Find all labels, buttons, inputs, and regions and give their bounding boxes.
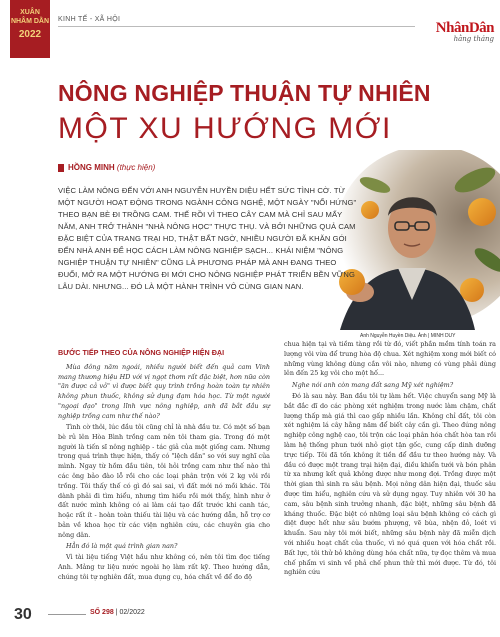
section-label: KINH TẾ - XÃ HỘI bbox=[58, 16, 121, 23]
interview-question: Nghe nói anh còn mang đất sang Mỹ xét nghiệm? bbox=[292, 380, 454, 389]
top-divider bbox=[58, 26, 415, 27]
body-column-right bbox=[284, 340, 496, 580]
section-subhead: BƯỚC TIẾP THEO CỦA NÔNG NGHIỆP HIỆN ĐẠI bbox=[58, 348, 225, 357]
issue-number: SỐ 298 bbox=[90, 609, 114, 616]
logo-wordmark: NhânDân bbox=[435, 20, 494, 36]
byline-role: (thực hiện) bbox=[116, 163, 156, 172]
issue-tag-year: 2022 bbox=[18, 29, 42, 40]
byline-marker bbox=[58, 164, 64, 172]
interview-question: Hẳn đó là một quá trình gian nan? bbox=[66, 542, 178, 551]
logo-subtitle: hằng tháng bbox=[453, 35, 494, 43]
answer-paragraph: Đó là sau này. Ban đầu tôi tự làm hết. Việc chuyển sang Mỹ là bắt đắc dĩ do các phòng xét nghiệm trong nước làm chậm, chất lượng thấp mà giá thì cao gấp nhiều lần. Không chỉ đất, tôi còn xét nghiệm lá cây hằng năm để biết cây cần gì. Theo đúng nông nghiệp công nghệ cao, tôi trộn các loại phân hóa chất hòa tan rồi làm hệ thống phun tưới nhỏ giọt tận gốc, cung cấp dinh dưỡng trực tiếp. Tôi đã tốn không ít tiền để đầu tư theo hướng này. Và đầu có được một trang trại hiện đại, điều khiển tưới và bón phân từ xa nhưng kết quả không được như mong đợi. Trồng được một thời gian thì sinh ra sâu bệnh. Mọi nông dân hiện đại, thuốc sâu được tìm hiểu, nghiên cứu và sử dụng ngay. Tuy nhiên với 30 ha cam, sâu bệnh sinh trưởng nhanh, đặc biệt, những sâu bệnh đã kháng thuốc. Đặc biệt có những loại sâu bệnh không có cách gì diệt được hết như sâu bướm phượng, vẽ bùa, nhện đỏ, loét vi khuẩn. Sau này tôi mới biết, những sâu bệnh này đã miễn dịch với nhiều hoạt chất của thuốc, vì nó quá quen với hóa chất rồi. Bất lực, tôi thử bỏ không dùng hóa chất nữa, tự đọc thêm và mua chế phẩm vi sinh về phả chế phun thử thì mới được. Từ đó, tôi nghiên cứu bbox=[284, 391, 496, 577]
issue-separator: | bbox=[115, 609, 120, 616]
answer-paragraph: Tình cờ thôi, lúc đầu tôi cũng chỉ là nhà đầu tư. Có một số bạn bè rủ lên Hòa Bình trồng cam nên tôi tham gia. Trong đó một người là tiến sĩ nông nghiệp - tác giả của một giống cam. Nhưng trong quá trình thực hiện, thấy có "lệch dần" so với suy nghĩ của mình. Ngay từ hồm đầu tiên, tôi hỏi trồng cam như thế nào thì các ông bảo đào lỗ rồi cho các loại phân trộn với 2 kg vôi rồi trồng. Tôi thấy thế có gì đó sai sai, vì đất mới nó mồi khác. Tôi dành phải đi tìm hiểu, nhưng tìm hiểu rồi mới thấy, hình như ở đất nước mình không có ai làm cái tạo đất trước khi canh tác, hoặc rất ít - hoàn toàn thiếu tài liệu và các hướng dẫn, hỗ trợ cơ bản về khoa học từ các viện nghiên cứu, các chuyên gia cho nông dân. bbox=[58, 423, 270, 539]
lead-paragraph: VIỆC LÀM NÔNG ĐẾN VỚI ANH NGUYỄN HUYỀN DIỆU HẾT SỨC TÌNH CỜ. TỪ MỘT NGƯỜI HOẠT ĐỘNG TRONG NGÀNH CÔNG NGHỆ, MỘT NGÀY "NỔI HỨNG" THEO BẠN BÈ ĐI TRỒNG CAM. THẾ RỒI VÌ THEO CÂY CAM MÀ CHỈ SAU MẤY NĂM, ANH TRỞ THÀNH "NHÀ NÔNG HỌC" THỰC THỤ. VÀ BỞI NHỮNG QUẢ CAM ĐẶC BIỆT CỦA TRANG TRẠI HD, THẬT BẤT NGỜ, NHIỀU NGƯỜI ĐÃ KHĂN GÓI ĐẾN NHÀ ANH ĐỂ HỌC CÁCH LÀM NÔNG NGHIỆP SẠCH... KHÁI NIỆM "NÔNG NGHIỆP THUẬN TỰ NHIÊN" CŨNG LÀ PHƯƠNG PHÁP MÀ ANH ĐANG THEO ĐUỔI, MỞ RA MỘT HƯỚNG ĐI MỚI CHO NÔNG NGHIỆP PHÁT TRIỂN BỀN VỮNG LÂU DÀI. NHƯNG... ĐÓ LÀ MỘT HÀNH TRÌNH VÔ CÙNG GIAN NAN. bbox=[58, 186, 357, 291]
newspaper-logo bbox=[416, 20, 494, 54]
issue-tag bbox=[10, 0, 50, 58]
headline-line2: MỘT XU HƯỚNG MỚI bbox=[58, 112, 392, 145]
intro-question: Mùa đông năm ngoái, nhiều người biết đến quả cam Vinh mang thương hiệu HD với vị ngọt thơm rất đặc biệt, hơn nữa còn "ăn được cả vỏ" vì được biết quy trình trồng hoàn toàn tự nhiên không phun thuốc, không sử dụng đạm hóa học. Từ một người "ngoại đạo" trong lĩnh vực nông nghiệp, anh đã bắt đầu sự nghiệp trồng cam như thế nào? bbox=[58, 362, 270, 420]
photo-caption: Anh Nguyễn Huyền Diệu. Ảnh | MINH DUY bbox=[360, 333, 456, 339]
headline-line1: NÔNG NGHIỆP THUẬN TỰ NHIÊN bbox=[58, 80, 431, 106]
byline bbox=[68, 163, 155, 172]
answer-paragraph: Vì tài liệu tiếng Việt hầu như không có, nên tôi tìm đọc tiếng Anh. Mảng tư liệu nước ngoài họ làm rất kỹ. Theo hướng dẫn, chúng tôi tự nghiên đất, mua dụng cụ, hóa chất về để đo độ bbox=[58, 553, 270, 582]
body-column-left bbox=[58, 348, 270, 584]
issue-date: 02/2022 bbox=[119, 609, 145, 616]
issue-tag-line1: XUÂN bbox=[20, 9, 40, 16]
answer-paragraph: chua hiện tại và tiềm tàng rồi từ đó, viết phần mềm tính toán ra lượng vôi vừa để trung hòa độ chua. Xét nghiệm xong mới biết có những vùng không dùng cần vôi nào, nhưng có vùng phải dùng lên đến 25 kg vôi cho một hố... bbox=[284, 340, 496, 378]
byline-author: HỒNG MINH bbox=[68, 163, 115, 172]
issue-tag-line2: NHÂM DẦN bbox=[10, 18, 50, 25]
page-number: 30 bbox=[14, 606, 32, 623]
issue-info bbox=[90, 609, 145, 616]
footer-divider bbox=[48, 614, 86, 615]
